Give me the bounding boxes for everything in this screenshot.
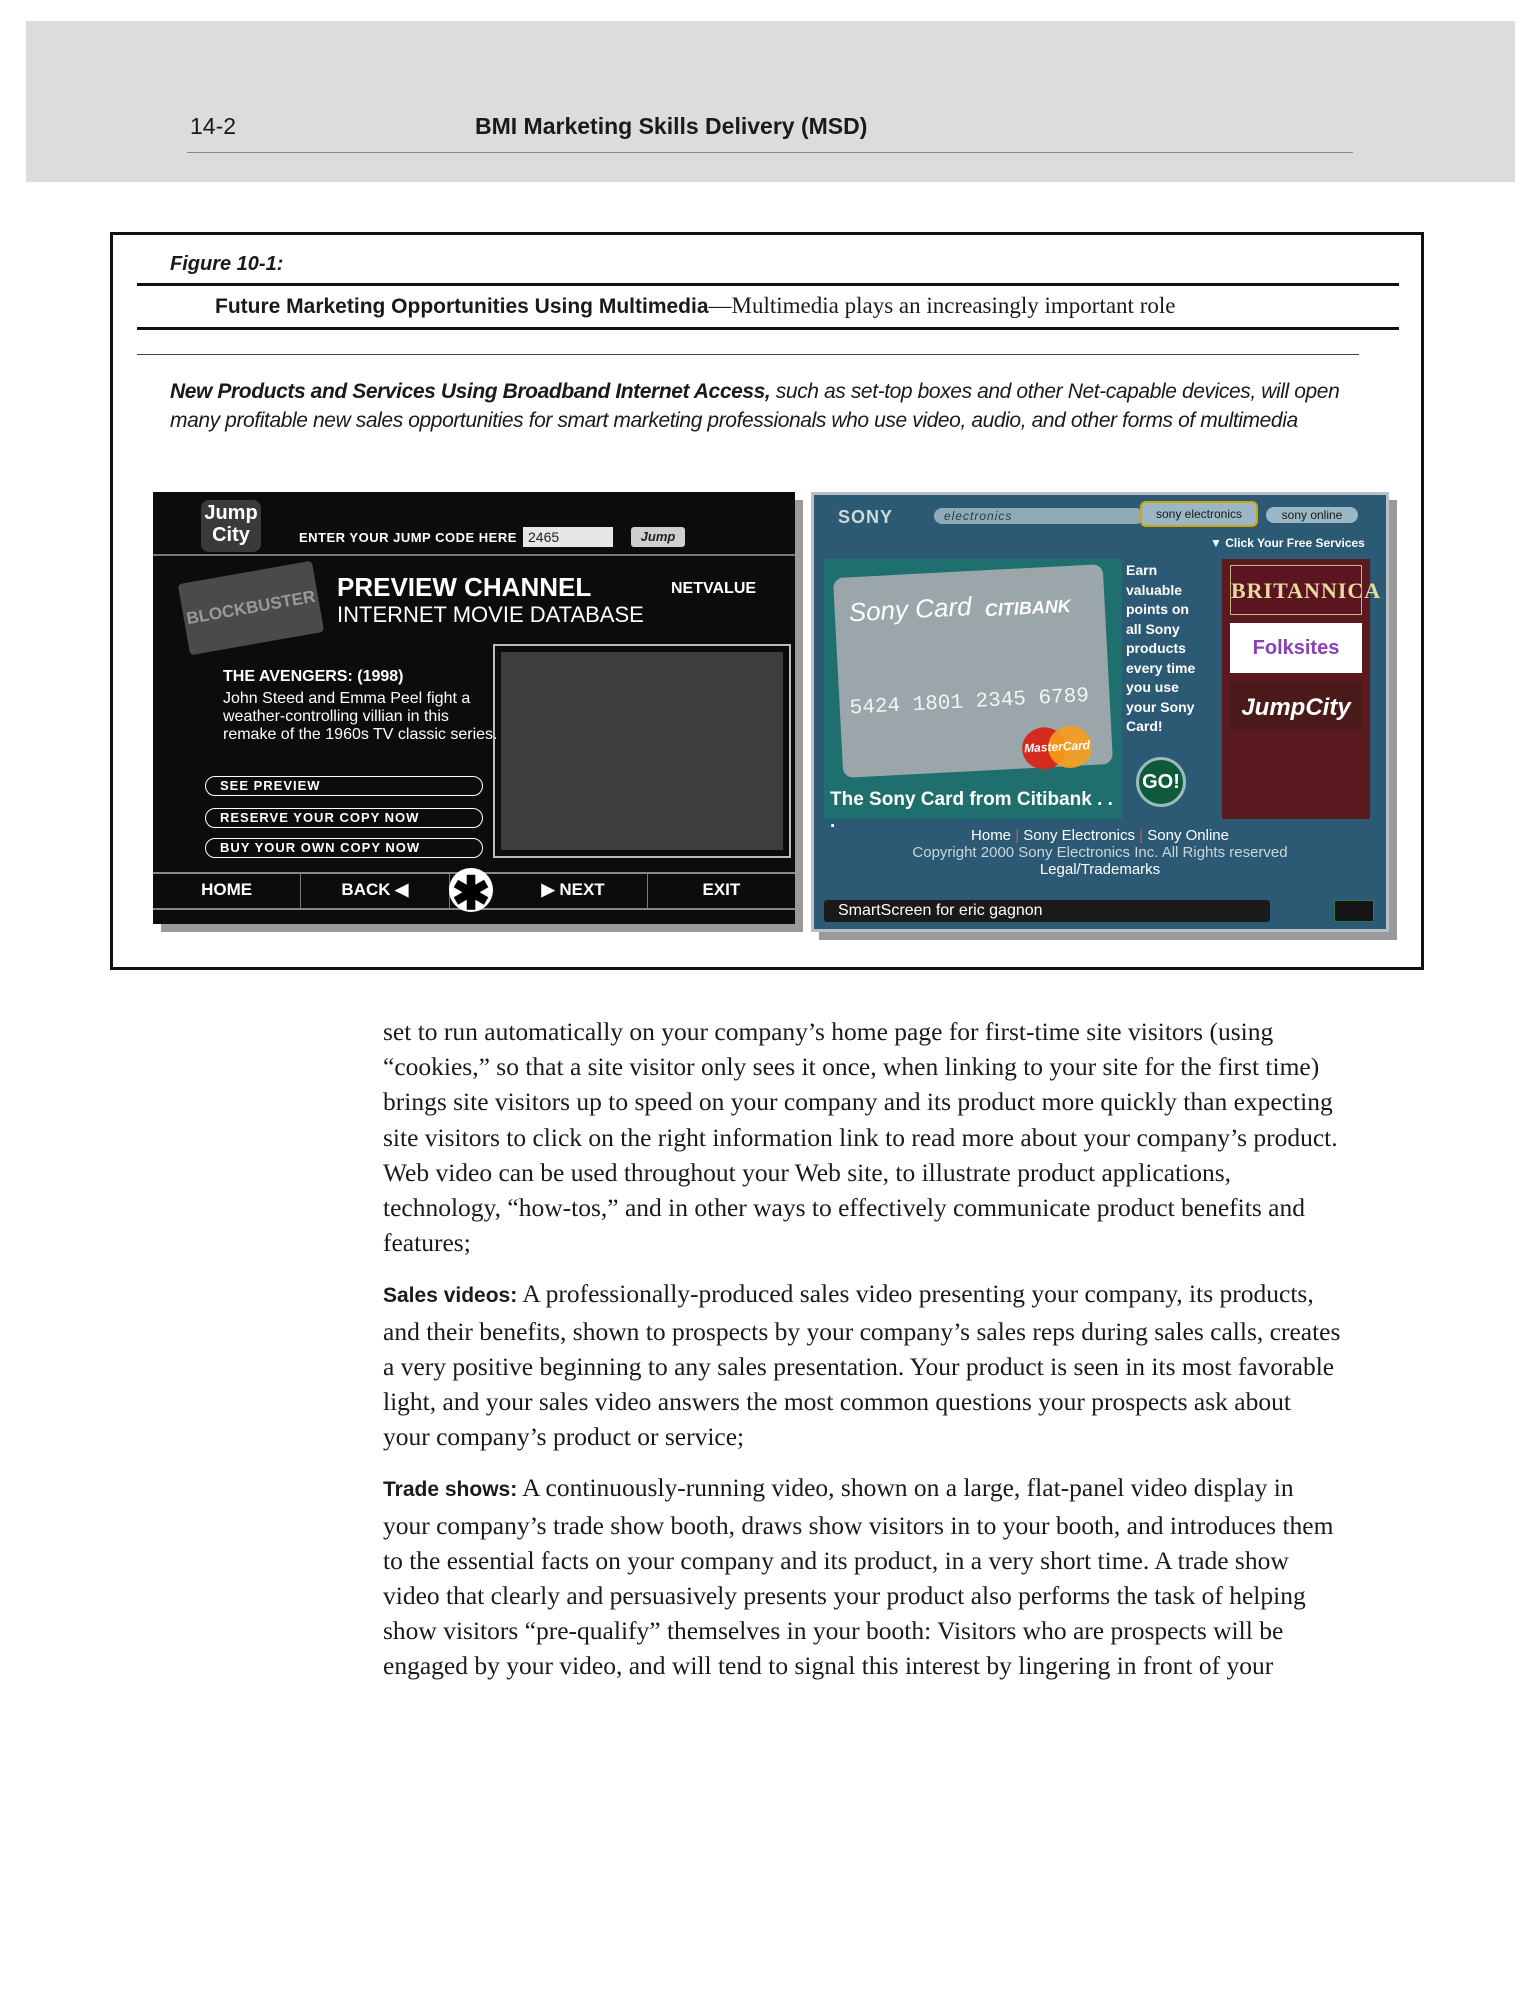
- page-number: 14-2: [190, 113, 237, 139]
- legal-link[interactable]: Legal/Trademarks: [1039, 861, 1161, 878]
- movie-title: THE AVENGERS: (1998): [223, 668, 404, 685]
- partner-ads: [1222, 559, 1382, 819]
- britannica-ad[interactable]: BRITANNICA: [1230, 565, 1362, 615]
- credit-card-image: [833, 564, 1113, 778]
- jump-button[interactable]: Jump: [631, 527, 685, 547]
- nav-next[interactable]: ▶ NEXT: [500, 874, 648, 908]
- jumpcity-logo: Jump City: [201, 500, 261, 552]
- channel-subtitle: INTERNET MOVIE DATABASE: [337, 602, 644, 627]
- body-paragraph: set to run automatically on your company’s home page for first-time site visitors (using “cookies,” so that a site visitor only sees it once, when linking to your site for the first time) brings site visitors up to speed on your company and its product more quickly than expecting site visitors to click on the right information link to read more about your company’s product. Web video can be used throughout your Web site, to illustrate product applications, technology, “how-tos,” and in other ways to effectively communicate product benefits and features;: [383, 1017, 1338, 1258]
- reserve-copy-button[interactable]: RESERVE YOUR COPY NOW: [205, 808, 483, 828]
- sony-screenshot: [811, 492, 1389, 932]
- tab-sony-online[interactable]: sony online: [1266, 507, 1358, 523]
- see-preview-button[interactable]: SEE PREVIEW: [205, 776, 483, 796]
- body-text: [383, 1014, 1343, 1700]
- copyright-text: Copyright 2000 Sony Electronics Inc. All Rights reserved: [912, 844, 1288, 861]
- mastercard-text: MasterCard: [1023, 737, 1091, 756]
- figure-intro-text: such as set-top boxes and other Net-capable devices, will open many profitable new sales opportunities for smart marketing professionals who use video, audio, and other forms of multimedia: [170, 380, 1340, 432]
- run-in-heading: Trade shows:: [383, 1478, 518, 1502]
- footer-separator: |: [1139, 827, 1144, 844]
- body-paragraph: [383, 1470, 1343, 1683]
- figure-intro-lead: New Products and Services Using Broadband Internet Access,: [170, 380, 771, 403]
- earn-points-text: Earn valuable points on all Sony products every time you use your Sony Card!: [1126, 562, 1196, 734]
- tab-sony-electronics[interactable]: sony electronics: [1140, 501, 1258, 527]
- card-brand: Sony Card: [847, 591, 973, 628]
- card-caption: The Sony Card from Citibank . . .: [830, 789, 1113, 832]
- paragraph-text: A professionally-produced sales video presenting your company, its products, and their benefits, shown to prospects by your company’s sales reps during sales calls, creates a very positive beginning to any sales presentation. Your product is seen in its most favorable light, and your sales video answers the most common questions your prospects ask about your company’s product or service;: [383, 1279, 1341, 1452]
- figure-rule: [137, 327, 1399, 330]
- jumpcity-ad[interactable]: JumpCity: [1230, 681, 1362, 731]
- go-button[interactable]: GO!: [1136, 757, 1186, 807]
- footer-link-online[interactable]: Sony Online: [1147, 827, 1229, 844]
- figure-intro: [170, 377, 1380, 435]
- nav-exit[interactable]: EXIT: [702, 880, 741, 899]
- sony-logo: SONY: [838, 507, 894, 527]
- paragraph-text: A continuously-running video, shown on a large, flat-panel video display in your company’s trade show booth, draws show visitors in to your booth, and introduces them to the essential facts on your company and its product, in a very short time. A trade show video that clearly and persuasively presents your product also performs the task of helping show visitors “pre-qualify” themselves in your booth: Visitors who are prospects will be engaged by your video, and will tend to signal this interest by lingering in front of your: [383, 1473, 1334, 1681]
- figure-caption-text: —Multimedia plays an increasingly important role: [708, 293, 1176, 318]
- sony-card-promo[interactable]: [824, 559, 1122, 832]
- running-header: [26, 21, 1515, 182]
- figure-rule: [137, 283, 1399, 286]
- figure-caption: [215, 293, 1175, 319]
- header-divider: [187, 152, 1353, 153]
- nav-back[interactable]: BACK ◀: [301, 874, 449, 908]
- jumpcity-divider: [153, 554, 795, 556]
- status-button[interactable]: [1334, 900, 1374, 922]
- smartscreen-status: SmartScreen for eric gagnon: [824, 900, 1270, 922]
- jumpcity-screenshot: [153, 492, 795, 924]
- free-services-link[interactable]: ▼ Click Your Free Services: [1210, 536, 1365, 550]
- running-title: BMI Marketing Skills Delivery (MSD): [475, 113, 868, 139]
- folksites-ad[interactable]: Folksites: [1230, 623, 1362, 673]
- body-paragraph: [383, 1276, 1343, 1454]
- footer-link-electronics[interactable]: Sony Electronics: [1023, 827, 1135, 844]
- jump-code-label: ENTER YOUR JUMP CODE HERE: [299, 530, 517, 545]
- asterisk-icon[interactable]: ✱: [449, 868, 493, 912]
- figure: [110, 232, 1424, 970]
- footer-separator: |: [1015, 827, 1020, 844]
- nav-home[interactable]: HOME: [153, 874, 301, 908]
- movie-description: John Steed and Emma Peel fight a weather-controlling villian in this remake of the 1960s TV classic series.: [223, 690, 498, 743]
- sony-footer: [814, 827, 1386, 878]
- buy-copy-button[interactable]: BUY YOUR OWN COPY NOW: [205, 838, 483, 858]
- blockbuster-ticket-logo: BLOCKBUSTER: [178, 561, 324, 656]
- netvalue-logo: NETVALUE: [671, 580, 757, 597]
- channel-title: PREVIEW CHANNEL: [337, 572, 592, 602]
- mastercard-logo: [1021, 725, 1093, 771]
- run-in-heading: Sales videos:: [383, 1284, 518, 1308]
- figure-label: Figure 10-1:: [170, 253, 284, 275]
- movie-preview-image: [493, 644, 791, 858]
- footer-link-home[interactable]: Home: [971, 827, 1012, 844]
- figure-rule: [137, 354, 1359, 355]
- figure-caption-title: Future Marketing Opportunities Using Multimedia: [215, 295, 709, 318]
- citibank-logo: CITIBANK: [984, 595, 1072, 621]
- jump-code-input[interactable]: 2465: [523, 527, 613, 547]
- card-number: 5424 1801 2345 6789: [849, 684, 1090, 721]
- sony-search-field[interactable]: electronics: [934, 508, 1144, 524]
